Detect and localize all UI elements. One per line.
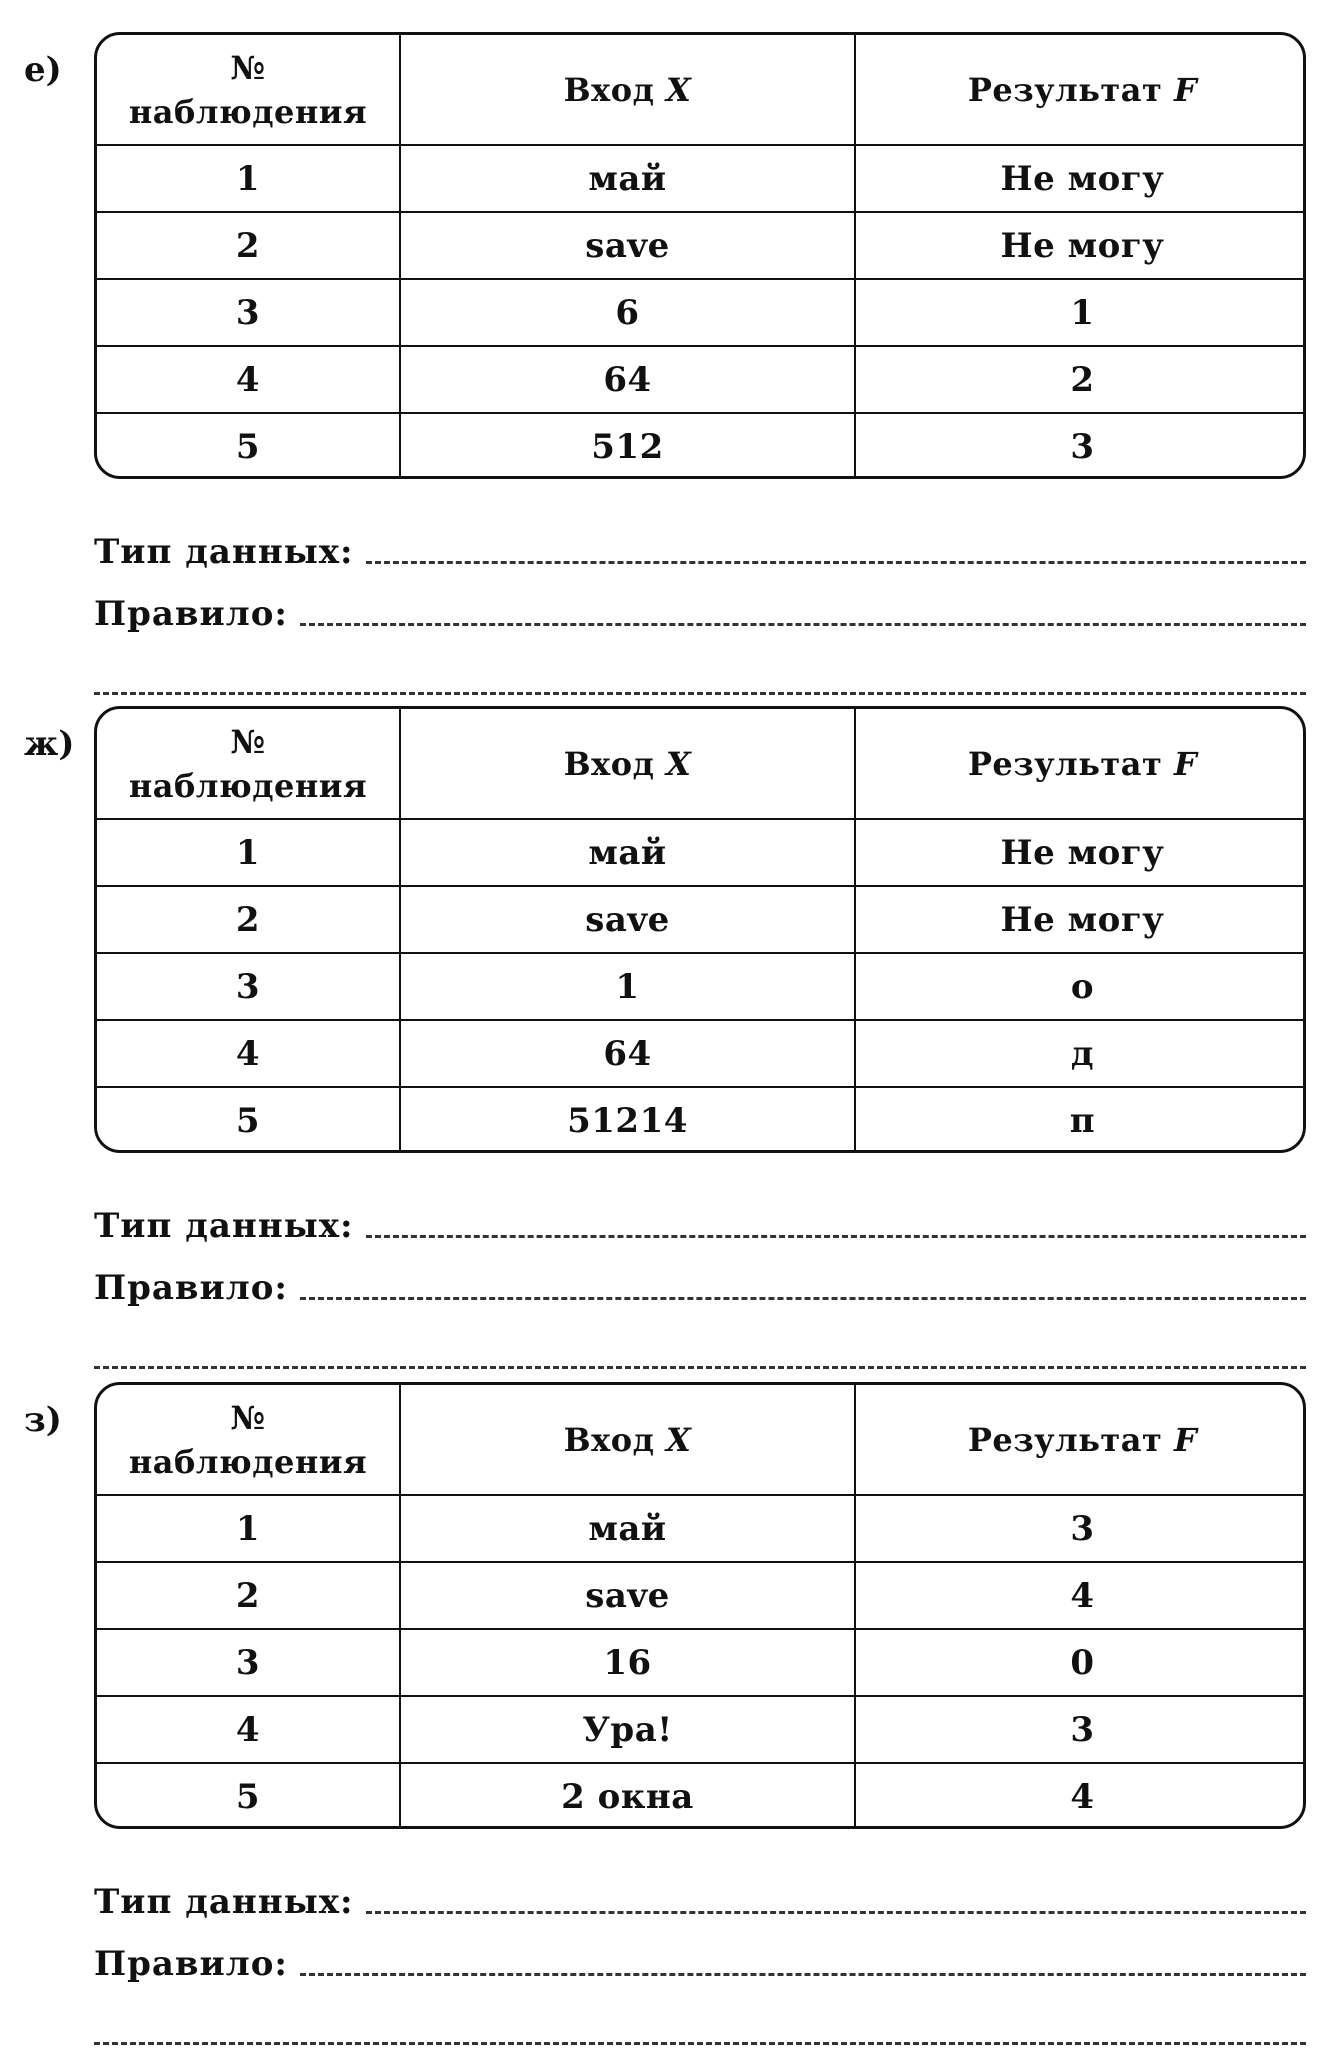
cell-result: 3: [855, 1696, 1306, 1763]
dashed-line: [300, 1973, 1306, 1976]
rule-answer-line[interactable]: [94, 1268, 1306, 1308]
cell-input: 16: [400, 1629, 855, 1696]
cell-result: 2: [855, 346, 1306, 413]
table-row: [97, 1087, 1306, 1153]
header-input: Вход X: [400, 709, 855, 819]
cell-result: 3: [855, 413, 1306, 479]
cell-input: 512: [400, 413, 855, 479]
cell-number: 5: [97, 1087, 400, 1153]
header-observation-number: № наблюдения: [97, 709, 400, 819]
cell-input: save: [400, 212, 855, 279]
cell-input: save: [400, 886, 855, 953]
cell-number: 5: [97, 413, 400, 479]
cell-input: 6: [400, 279, 855, 346]
table-row: [97, 145, 1306, 212]
cell-input: 51214: [400, 1087, 855, 1153]
cell-result: Не могу: [855, 886, 1306, 953]
rule-label: Правило:: [94, 594, 288, 634]
exercise-label: ж): [24, 724, 75, 764]
data-type-label: Тип данных:: [94, 532, 354, 572]
table-row: [97, 1020, 1306, 1087]
table-row: [97, 413, 1306, 479]
cell-number: 4: [97, 346, 400, 413]
data-type-label: Тип данных:: [94, 1882, 354, 1922]
dashed-line: [366, 1911, 1306, 1914]
data-type-answer-line[interactable]: [94, 1206, 1306, 1246]
data-type-answer-line[interactable]: [94, 1882, 1306, 1922]
cell-input: 1: [400, 953, 855, 1020]
cell-result: Не могу: [855, 145, 1306, 212]
rule-continuation-line[interactable]: [94, 2042, 1306, 2045]
table-row: [97, 1629, 1306, 1696]
observations-table: [94, 706, 1306, 1153]
header-result: Результат F: [855, 1385, 1306, 1495]
header-input: Вход X: [400, 1385, 855, 1495]
table-row: [97, 212, 1306, 279]
cell-number: 1: [97, 145, 400, 212]
rule-continuation-line[interactable]: [94, 692, 1306, 695]
cell-result: 1: [855, 279, 1306, 346]
exercise-label: з): [24, 1400, 62, 1440]
cell-number: 1: [97, 1495, 400, 1562]
cell-input: 64: [400, 346, 855, 413]
cell-number: 4: [97, 1020, 400, 1087]
cell-number: 2: [97, 886, 400, 953]
exercise-zh: [0, 706, 1331, 1386]
cell-input: 64: [400, 1020, 855, 1087]
exercise-e: [0, 32, 1331, 712]
header-observation-number: № наблюдения: [97, 35, 400, 145]
cell-input: май: [400, 1495, 855, 1562]
table-row: [97, 1696, 1306, 1763]
header-observation-number: № наблюдения: [97, 1385, 400, 1495]
dashed-line: [300, 1297, 1306, 1300]
cell-result: 4: [855, 1562, 1306, 1629]
observations-table: [94, 32, 1306, 479]
cell-result: 0: [855, 1629, 1306, 1696]
cell-input: save: [400, 1562, 855, 1629]
observations-table: [94, 1382, 1306, 1829]
header-result: Результат F: [855, 35, 1306, 145]
dashed-line: [366, 1235, 1306, 1238]
cell-result: 3: [855, 1495, 1306, 1562]
cell-result: Не могу: [855, 212, 1306, 279]
exercise-label: е): [24, 50, 62, 90]
cell-result: о: [855, 953, 1306, 1020]
table-header-row: [97, 35, 1306, 145]
header-result: Результат F: [855, 709, 1306, 819]
data-type-label: Тип данных:: [94, 1206, 354, 1246]
rule-answer-line[interactable]: [94, 594, 1306, 634]
cell-number: 5: [97, 1763, 400, 1829]
dashed-line: [300, 623, 1306, 626]
cell-result: п: [855, 1087, 1306, 1153]
cell-number: 1: [97, 819, 400, 886]
table-row: [97, 1562, 1306, 1629]
table-row: [97, 346, 1306, 413]
data-type-answer-line[interactable]: [94, 532, 1306, 572]
cell-input: 2 окна: [400, 1763, 855, 1829]
cell-number: 3: [97, 953, 400, 1020]
cell-number: 4: [97, 1696, 400, 1763]
table-header-row: [97, 1385, 1306, 1495]
exercise-z: [0, 1382, 1331, 2062]
rule-label: Правило:: [94, 1944, 288, 1984]
table-row: [97, 953, 1306, 1020]
dashed-line: [366, 561, 1306, 564]
cell-result: 4: [855, 1763, 1306, 1829]
table-header-row: [97, 709, 1306, 819]
table-row: [97, 886, 1306, 953]
header-input: Вход X: [400, 35, 855, 145]
rule-answer-line[interactable]: [94, 1944, 1306, 1984]
rule-continuation-line[interactable]: [94, 1366, 1306, 1369]
cell-input: Ура!: [400, 1696, 855, 1763]
cell-number: 2: [97, 1562, 400, 1629]
cell-input: май: [400, 819, 855, 886]
cell-input: май: [400, 145, 855, 212]
table-row: [97, 1763, 1306, 1829]
rule-label: Правило:: [94, 1268, 288, 1308]
cell-number: 3: [97, 279, 400, 346]
cell-result: Не могу: [855, 819, 1306, 886]
cell-result: д: [855, 1020, 1306, 1087]
cell-number: 3: [97, 1629, 400, 1696]
cell-number: 2: [97, 212, 400, 279]
table-row: [97, 1495, 1306, 1562]
table-row: [97, 279, 1306, 346]
table-row: [97, 819, 1306, 886]
